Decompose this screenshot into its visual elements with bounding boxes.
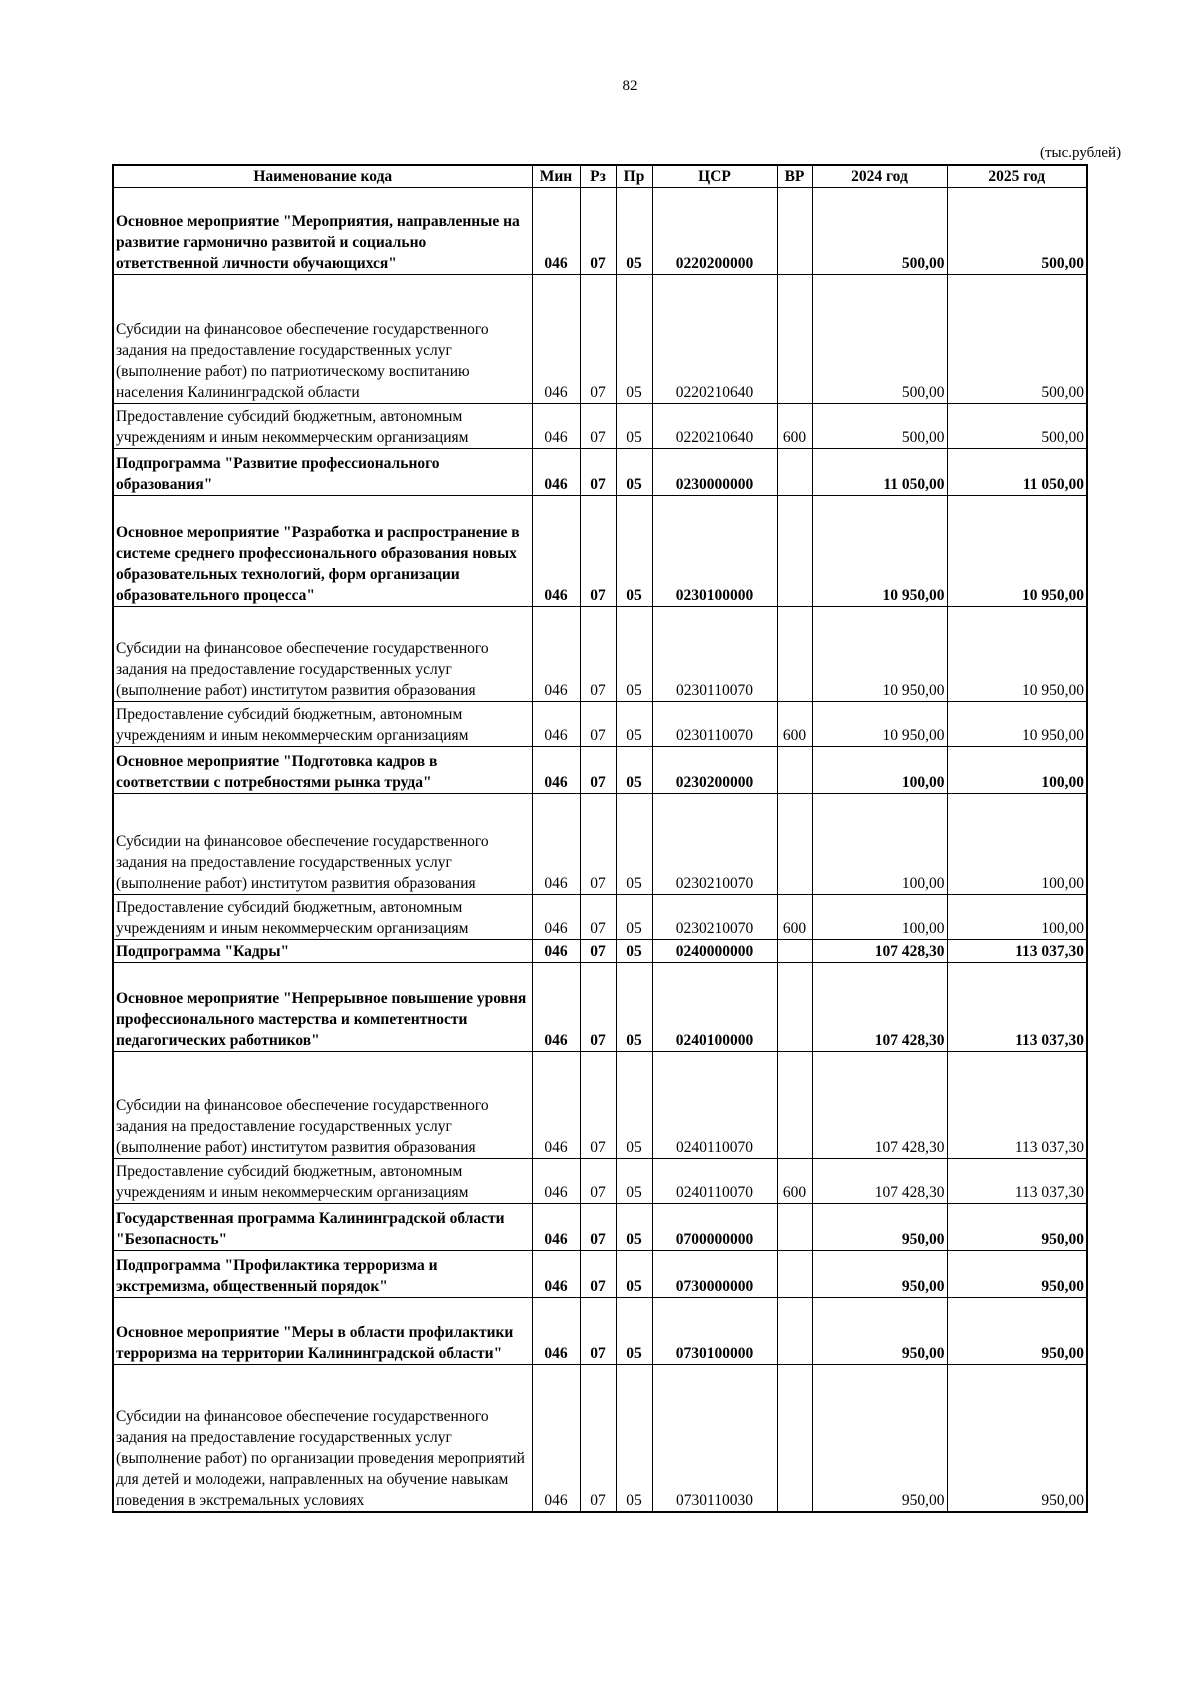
cell-y2024: 10 950,00 bbox=[812, 702, 947, 747]
table-row bbox=[113, 188, 1087, 275]
cell-y2025: 950,00 bbox=[947, 1365, 1087, 1513]
cell-y2024: 10 950,00 bbox=[812, 496, 947, 607]
table-row bbox=[113, 747, 1087, 794]
header-2024: 2024 год bbox=[812, 165, 947, 188]
table-row bbox=[113, 449, 1087, 496]
cell-name: Субсидии на финансовое обеспечение государственного задания на предоставление государственных услуг (выполнение работ) институтом развития образования bbox=[113, 607, 532, 702]
table-body bbox=[113, 188, 1087, 1513]
cell-min: 046 bbox=[532, 607, 580, 702]
cell-y2025: 10 950,00 bbox=[947, 496, 1087, 607]
cell-name: Субсидии на финансовое обеспечение государственного задания на предоставление государственных услуг (выполнение работ) по патриотическому воспитанию населения Калининградской области bbox=[113, 275, 532, 404]
cell-csr: 0240100000 bbox=[652, 963, 777, 1052]
cell-y2024: 500,00 bbox=[812, 188, 947, 275]
cell-name: Предоставление субсидий бюджетным, автономным учреждениям и иным некоммерческим организациям bbox=[113, 702, 532, 747]
cell-pr: 05 bbox=[616, 1365, 652, 1513]
header-2025: 2025 год bbox=[947, 165, 1087, 188]
cell-vr bbox=[777, 1052, 812, 1159]
cell-rz: 07 bbox=[580, 1365, 616, 1513]
cell-csr: 0230100000 bbox=[652, 496, 777, 607]
cell-y2025: 100,00 bbox=[947, 895, 1087, 940]
cell-vr: 600 bbox=[777, 895, 812, 940]
table-row bbox=[113, 895, 1087, 940]
cell-y2025: 950,00 bbox=[947, 1251, 1087, 1298]
cell-rz: 07 bbox=[580, 607, 616, 702]
cell-min: 046 bbox=[532, 963, 580, 1052]
cell-rz: 07 bbox=[580, 794, 616, 895]
cell-rz: 07 bbox=[580, 1251, 616, 1298]
cell-min: 046 bbox=[532, 702, 580, 747]
cell-vr: 600 bbox=[777, 404, 812, 449]
cell-name: Субсидии на финансовое обеспечение государственного задания на предоставление государственных услуг (выполнение работ) институтом развития образования bbox=[113, 794, 532, 895]
cell-min: 046 bbox=[532, 794, 580, 895]
cell-name: Основное мероприятие "Мероприятия, направленные на развитие гармонично развитой и социально ответственной личности обучающихся" bbox=[113, 188, 532, 275]
cell-y2025: 100,00 bbox=[947, 747, 1087, 794]
cell-vr: 600 bbox=[777, 1159, 812, 1204]
table-row bbox=[113, 794, 1087, 895]
cell-min: 046 bbox=[532, 940, 580, 963]
cell-pr: 05 bbox=[616, 607, 652, 702]
cell-y2024: 107 428,30 bbox=[812, 1052, 947, 1159]
cell-min: 046 bbox=[532, 1365, 580, 1513]
cell-rz: 07 bbox=[580, 963, 616, 1052]
cell-rz: 07 bbox=[580, 1204, 616, 1251]
cell-name: Подпрограмма "Развитие профессионального образования" bbox=[113, 449, 532, 496]
cell-y2025: 500,00 bbox=[947, 404, 1087, 449]
cell-csr: 0240110070 bbox=[652, 1052, 777, 1159]
header-vr: ВР bbox=[777, 165, 812, 188]
cell-pr: 05 bbox=[616, 1251, 652, 1298]
cell-y2025: 113 037,30 bbox=[947, 1052, 1087, 1159]
cell-csr: 0230110070 bbox=[652, 607, 777, 702]
table-row bbox=[113, 275, 1087, 404]
cell-y2024: 107 428,30 bbox=[812, 963, 947, 1052]
cell-csr: 0730100000 bbox=[652, 1298, 777, 1365]
cell-y2025: 113 037,30 bbox=[947, 963, 1087, 1052]
cell-csr: 0220200000 bbox=[652, 188, 777, 275]
cell-name: Государственная программа Калининградской области "Безопасность" bbox=[113, 1204, 532, 1251]
cell-y2024: 950,00 bbox=[812, 1365, 947, 1513]
cell-vr bbox=[777, 496, 812, 607]
cell-csr: 0230210070 bbox=[652, 794, 777, 895]
cell-vr bbox=[777, 188, 812, 275]
cell-name: Субсидии на финансовое обеспечение государственного задания на предоставление государственных услуг (выполнение работ) по организации проведения мероприятий для детей и молодежи, направленных на обучение навыкам поведения в экстремальных условиях bbox=[113, 1365, 532, 1513]
page-number: 82 bbox=[622, 78, 638, 94]
cell-csr: 0240110070 bbox=[652, 1159, 777, 1204]
cell-rz: 07 bbox=[580, 940, 616, 963]
cell-y2024: 100,00 bbox=[812, 895, 947, 940]
cell-vr bbox=[777, 275, 812, 404]
cell-csr: 0230000000 bbox=[652, 449, 777, 496]
cell-vr bbox=[777, 449, 812, 496]
cell-csr: 0730000000 bbox=[652, 1251, 777, 1298]
cell-vr: 600 bbox=[777, 702, 812, 747]
cell-rz: 07 bbox=[580, 188, 616, 275]
cell-min: 046 bbox=[532, 1204, 580, 1251]
cell-csr: 0220210640 bbox=[652, 404, 777, 449]
cell-pr: 05 bbox=[616, 188, 652, 275]
cell-pr: 05 bbox=[616, 963, 652, 1052]
cell-vr bbox=[777, 963, 812, 1052]
cell-pr: 05 bbox=[616, 275, 652, 404]
cell-name: Основное мероприятие "Подготовка кадров в соответствии с потребностями рынка труда" bbox=[113, 747, 532, 794]
cell-rz: 07 bbox=[580, 275, 616, 404]
cell-vr bbox=[777, 747, 812, 794]
cell-vr bbox=[777, 1251, 812, 1298]
cell-csr: 0230200000 bbox=[652, 747, 777, 794]
table-row bbox=[113, 1365, 1087, 1513]
cell-min: 046 bbox=[532, 275, 580, 404]
cell-rz: 07 bbox=[580, 1298, 616, 1365]
table-row bbox=[113, 1298, 1087, 1365]
cell-min: 046 bbox=[532, 895, 580, 940]
cell-pr: 05 bbox=[616, 940, 652, 963]
cell-min: 046 bbox=[532, 747, 580, 794]
cell-y2024: 950,00 bbox=[812, 1204, 947, 1251]
cell-pr: 05 bbox=[616, 895, 652, 940]
table-row bbox=[113, 940, 1087, 963]
cell-pr: 05 bbox=[616, 1204, 652, 1251]
cell-name: Основное мероприятие "Непрерывное повышение уровня профессионального мастерства и компетентности педагогических работников" bbox=[113, 963, 532, 1052]
cell-name: Основное мероприятие "Разработка и распространение в системе среднего профессионального образования новых образовательных технологий, форм организации образовательного процесса" bbox=[113, 496, 532, 607]
unit-label: (тыс.рублей) bbox=[1040, 145, 1122, 161]
cell-pr: 05 bbox=[616, 702, 652, 747]
cell-y2024: 107 428,30 bbox=[812, 940, 947, 963]
cell-rz: 07 bbox=[580, 1159, 616, 1204]
cell-rz: 07 bbox=[580, 747, 616, 794]
cell-vr bbox=[777, 1204, 812, 1251]
cell-y2024: 500,00 bbox=[812, 275, 947, 404]
cell-min: 046 bbox=[532, 188, 580, 275]
cell-pr: 05 bbox=[616, 404, 652, 449]
cell-y2025: 500,00 bbox=[947, 275, 1087, 404]
cell-csr: 0240000000 bbox=[652, 940, 777, 963]
cell-y2025: 113 037,30 bbox=[947, 940, 1087, 963]
header-pr: Пр bbox=[616, 165, 652, 188]
cell-y2024: 950,00 bbox=[812, 1298, 947, 1365]
cell-min: 046 bbox=[532, 1298, 580, 1365]
cell-pr: 05 bbox=[616, 1052, 652, 1159]
cell-name: Предоставление субсидий бюджетным, автономным учреждениям и иным некоммерческим организациям bbox=[113, 404, 532, 449]
cell-csr: 0220210640 bbox=[652, 275, 777, 404]
cell-y2024: 500,00 bbox=[812, 404, 947, 449]
cell-pr: 05 bbox=[616, 449, 652, 496]
cell-y2025: 11 050,00 bbox=[947, 449, 1087, 496]
cell-rz: 07 bbox=[580, 404, 616, 449]
cell-rz: 07 bbox=[580, 1052, 616, 1159]
cell-y2025: 113 037,30 bbox=[947, 1159, 1087, 1204]
cell-y2024: 11 050,00 bbox=[812, 449, 947, 496]
cell-pr: 05 bbox=[616, 794, 652, 895]
header-rz: Рз bbox=[580, 165, 616, 188]
cell-min: 046 bbox=[532, 449, 580, 496]
cell-rz: 07 bbox=[580, 449, 616, 496]
cell-min: 046 bbox=[532, 404, 580, 449]
cell-pr: 05 bbox=[616, 1298, 652, 1365]
cell-rz: 07 bbox=[580, 702, 616, 747]
table-row bbox=[113, 1251, 1087, 1298]
table-row bbox=[113, 496, 1087, 607]
cell-y2025: 10 950,00 bbox=[947, 607, 1087, 702]
cell-rz: 07 bbox=[580, 496, 616, 607]
cell-csr: 0700000000 bbox=[652, 1204, 777, 1251]
table-row bbox=[113, 1204, 1087, 1251]
table-row bbox=[113, 404, 1087, 449]
table-row bbox=[113, 607, 1087, 702]
table-row bbox=[113, 1159, 1087, 1204]
header-csr: ЦСР bbox=[652, 165, 777, 188]
cell-min: 046 bbox=[532, 1251, 580, 1298]
cell-name: Подпрограмма "Кадры" bbox=[113, 940, 532, 963]
cell-name: Предоставление субсидий бюджетным, автономным учреждениям и иным некоммерческим организациям bbox=[113, 895, 532, 940]
cell-y2024: 107 428,30 bbox=[812, 1159, 947, 1204]
cell-min: 046 bbox=[532, 1159, 580, 1204]
cell-y2025: 100,00 bbox=[947, 794, 1087, 895]
header-name: Наименование кода bbox=[113, 165, 532, 188]
cell-pr: 05 bbox=[616, 496, 652, 607]
cell-y2025: 950,00 bbox=[947, 1204, 1087, 1251]
cell-csr: 0230210070 bbox=[652, 895, 777, 940]
table-row bbox=[113, 1052, 1087, 1159]
cell-y2024: 10 950,00 bbox=[812, 607, 947, 702]
budget-table bbox=[112, 164, 1088, 1513]
cell-name: Предоставление субсидий бюджетным, автономным учреждениям и иным некоммерческим организациям bbox=[113, 1159, 532, 1204]
cell-y2024: 100,00 bbox=[812, 794, 947, 895]
cell-min: 046 bbox=[532, 1052, 580, 1159]
cell-y2025: 500,00 bbox=[947, 188, 1087, 275]
cell-vr bbox=[777, 607, 812, 702]
cell-min: 046 bbox=[532, 496, 580, 607]
cell-name: Основное мероприятие "Меры в области профилактики терроризма на территории Калининградской области" bbox=[113, 1298, 532, 1365]
cell-y2025: 10 950,00 bbox=[947, 702, 1087, 747]
cell-vr bbox=[777, 1298, 812, 1365]
table-row bbox=[113, 963, 1087, 1052]
cell-rz: 07 bbox=[580, 895, 616, 940]
cell-y2024: 100,00 bbox=[812, 747, 947, 794]
cell-name: Подпрограмма "Профилактика терроризма и экстремизма, общественный порядок" bbox=[113, 1251, 532, 1298]
cell-csr: 0230110070 bbox=[652, 702, 777, 747]
cell-vr bbox=[777, 794, 812, 895]
cell-pr: 05 bbox=[616, 747, 652, 794]
cell-y2025: 950,00 bbox=[947, 1298, 1087, 1365]
cell-vr bbox=[777, 940, 812, 963]
cell-y2024: 950,00 bbox=[812, 1251, 947, 1298]
table-header-row bbox=[113, 165, 1087, 188]
header-min: Мин bbox=[532, 165, 580, 188]
cell-vr bbox=[777, 1365, 812, 1513]
cell-pr: 05 bbox=[616, 1159, 652, 1204]
cell-csr: 0730110030 bbox=[652, 1365, 777, 1513]
cell-name: Субсидии на финансовое обеспечение государственного задания на предоставление государственных услуг (выполнение работ) институтом развития образования bbox=[113, 1052, 532, 1159]
table-row bbox=[113, 702, 1087, 747]
